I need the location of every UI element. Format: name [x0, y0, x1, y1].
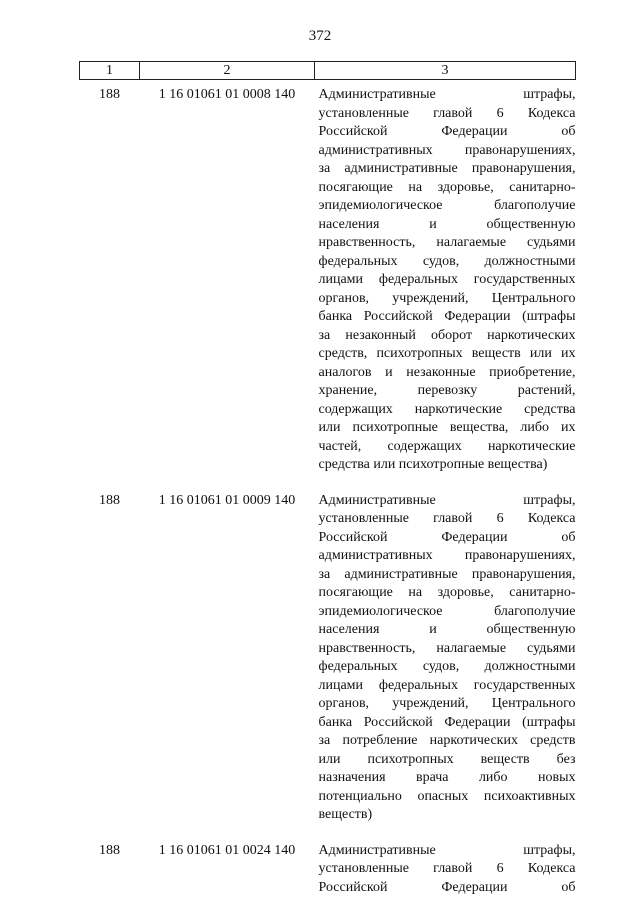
admin-code-cell: 188	[80, 80, 140, 484]
description-line: назначения врача либо новых	[319, 769, 576, 788]
description-line: административных правонарушениях,	[319, 142, 576, 161]
description-line: Административные штрафы,	[319, 492, 576, 511]
table-row	[80, 80, 576, 484]
description-line: частей, содержащих наркотические	[319, 438, 576, 457]
description-line: органов, учреждений, Центрального	[319, 290, 576, 309]
description-line: федеральных судов, должностными	[319, 658, 576, 677]
description-line: Российской Федерации об	[319, 123, 576, 142]
description-line: посягающие на здоровье, санитарно-	[319, 179, 576, 198]
description-cell	[315, 484, 576, 834]
description-line: органов, учреждений, Центрального	[319, 695, 576, 714]
table-row	[80, 834, 576, 906]
description-line: нравственность, налагаемые судьями	[319, 234, 576, 253]
description-cell	[315, 80, 576, 484]
kbk-code-cell: 1 16 01061 01 0009 140	[140, 484, 315, 834]
kbk-code-cell: 1 16 01061 01 0024 140	[140, 834, 315, 906]
description-line: Российской Федерации об	[319, 529, 576, 548]
description-line: эпидемиологическое благополучие	[319, 603, 576, 622]
description-line: установленные главой 6 Кодекса	[319, 860, 576, 879]
description-line: административных правонарушениях,	[319, 547, 576, 566]
admin-code-cell: 188	[80, 484, 140, 834]
description-line: банка Российской Федерации (штрафы	[319, 308, 576, 327]
description-line: лицами федеральных государственных	[319, 677, 576, 696]
header-col-1: 1	[80, 62, 140, 80]
description-line: за незаконный оборот наркотических	[319, 327, 576, 346]
description-cell	[315, 834, 576, 906]
table-header-row	[80, 62, 576, 80]
description-line: хранение, перевозку растений,	[319, 382, 576, 401]
description-line: эпидемиологическое благополучие	[319, 197, 576, 216]
header-col-2: 2	[140, 62, 315, 80]
description-line: установленные главой 6 Кодекса	[319, 105, 576, 124]
description-line: потенциально опасных психоактивных	[319, 788, 576, 807]
kbk-code-cell: 1 16 01061 01 0008 140	[140, 80, 315, 484]
description-line: средства или психотропные вещества)	[319, 456, 576, 475]
description-line: населения и общественную	[319, 621, 576, 640]
description-line: или психотропных веществ без	[319, 751, 576, 770]
description-line: за административные правонарушения,	[319, 566, 576, 585]
description-line: или психотропные вещества, либо их	[319, 419, 576, 438]
description-line: содержащих наркотические средства	[319, 401, 576, 420]
description-line: банка Российской Федерации (штрафы	[319, 714, 576, 733]
description-line: средств, психотропных веществ или их	[319, 345, 576, 364]
description-line: населения и общественную	[319, 216, 576, 235]
description-line: за административные правонарушения,	[319, 160, 576, 179]
page-number: 372	[0, 27, 640, 45]
description-line: за потребление наркотических средств	[319, 732, 576, 751]
description-line: федеральных судов, должностными	[319, 253, 576, 272]
description-line: нравственность, налагаемые судьями	[319, 640, 576, 659]
kbk-table	[79, 61, 576, 906]
header-col-3: 3	[315, 62, 576, 80]
description-line: посягающие на здоровье, санитарно-	[319, 584, 576, 603]
table-row	[80, 484, 576, 834]
description-line: веществ)	[319, 806, 576, 825]
description-line: Административные штрафы,	[319, 86, 576, 105]
description-line: лицами федеральных государственных	[319, 271, 576, 290]
description-line: Административные штрафы,	[319, 842, 576, 861]
description-line: Российской Федерации об	[319, 879, 576, 898]
admin-code-cell: 188	[80, 834, 140, 906]
description-line: установленные главой 6 Кодекса	[319, 510, 576, 529]
description-line: аналогов и незаконные приобретение,	[319, 364, 576, 383]
